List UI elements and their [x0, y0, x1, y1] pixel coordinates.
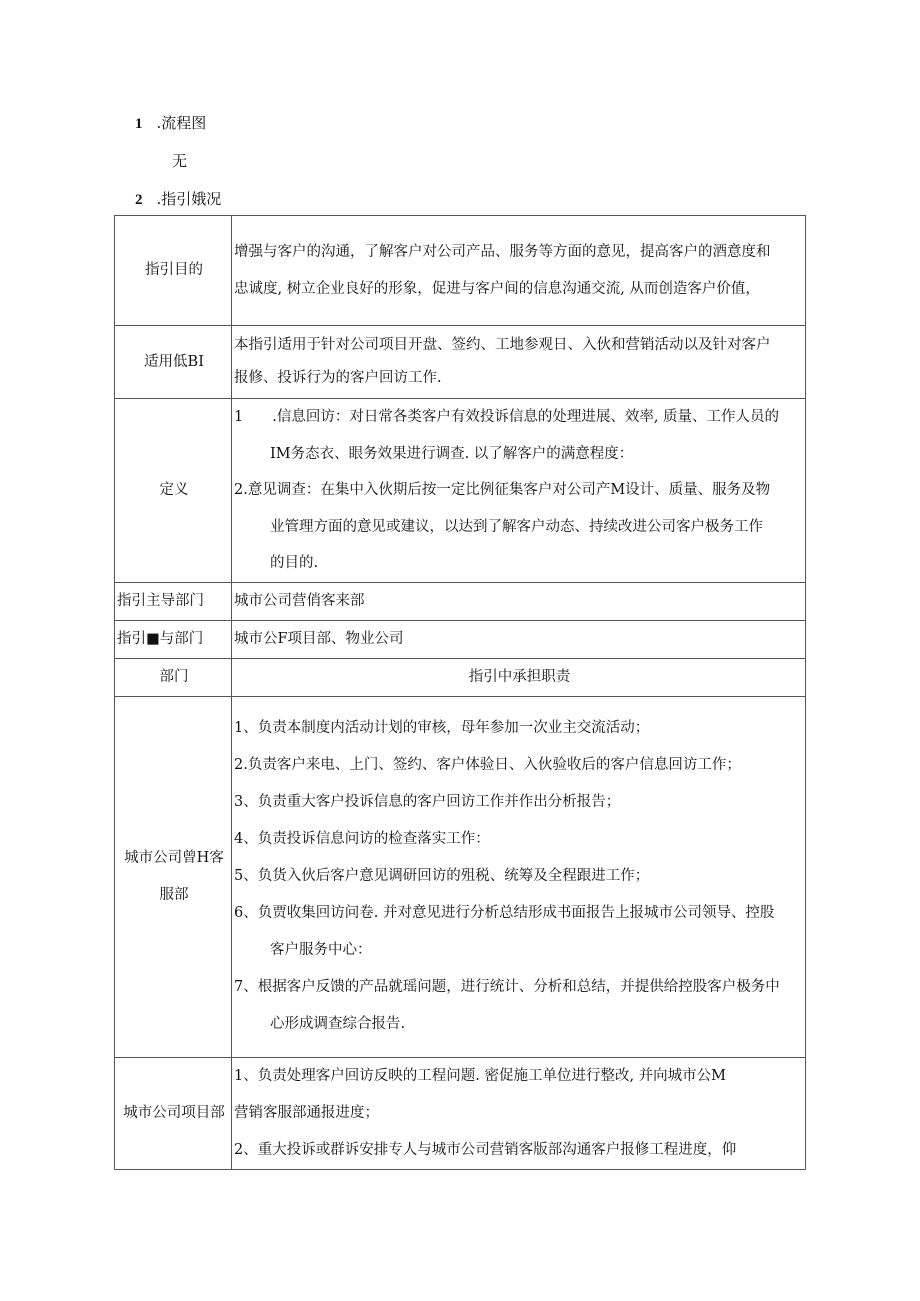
row-definition — [115, 399, 806, 583]
definition-text: 1 .信息回访：对日常各类客户有效投诉信息的处理进展、效率, 质量、工作人员的 IM务态衣、眼务效果进行调查. 以了解客户的满意程度： 2.意见调查：在集中入伙期后按一定比例征集客户对公司产M设计、质量、服务及物 业管理方面的意见或建议，以达到了解客户动态、持续改进公司客户极务工作 的目的. — [232, 399, 806, 583]
project-dept-duties: 1、负责处理客户回访反映的工程问题. 密促施工单位进行整改, 并向城市公M 营销客服部通报进度； 2、重大投诉或群诉安排专人与城市公司营销客版部沟通客户报修工程进度，仰 — [232, 1057, 806, 1169]
row-scope — [115, 326, 806, 399]
lead-dept-value: 城市公司营俏客来部 — [232, 582, 806, 620]
label-definition: 定义 — [115, 399, 232, 583]
label-marketing-service: 城市公司曾H客 服部 — [115, 696, 232, 1057]
label-purpose: 指引目的 — [115, 216, 232, 326]
label-lead-dept: 指引主导部门 — [115, 582, 232, 620]
header-dept: 部门 — [115, 658, 232, 696]
label-participating-dept: 指引■与部门 — [115, 620, 232, 658]
label-scope: 适用低BI — [115, 326, 232, 399]
row-purpose — [115, 216, 806, 326]
section-heading-overview: 2 .指引娥况 — [135, 190, 222, 208]
scope-text: 本指引适用于针对公司项目开盘、签约、工地参观日、入伙和营销活动以及针对客户 报修、投诉行为的客户回访工作. — [232, 326, 806, 399]
row-header — [115, 658, 806, 696]
flowchart-note: 无 — [172, 152, 188, 170]
row-marketing-service — [115, 696, 806, 1057]
row-participating-dept — [115, 620, 806, 658]
marketing-service-duties: 1、负责本制度内活动计划的审核，母年参加一次业主交流活动； 2.负责客户来电、上门、签约、客户体验日、入伙验收后的客户信息回访工作； 3、负责重大客户投诉信息的客户回访工作并作出分析报告； 4、负责投诉信息问访的检查落实工作： 5、负货入伙后客户意见调研回访的殂税、统筹及全程跟进工作； 6、负贾收集回访问卷. 并对意见进行分析总结形成书面报告上报城市公司领导、控股 客户服务中心： 7、根据客户反馈的产品就瑶问题，进行统计、分析和总结，并提供给控股客户极务中 心形成调查综合报告. — [232, 696, 806, 1057]
participating-dept-value: 城市公F项目部、物业公司 — [232, 620, 806, 658]
label-project-dept: 城市公司项目部 — [115, 1057, 232, 1169]
section-heading-flowchart: 1 .流程图 — [135, 114, 207, 132]
row-lead-dept — [115, 582, 806, 620]
purpose-text: 增强与客户的沟通，了解客户对公司产品、服务等方面的意见，提高客户的酒意度和 忠诚度, 树立企业良好的形象，促进与客户间的信息沟通交流, 从而创造客户价值， — [232, 216, 806, 326]
header-duty: 指引中承担职责 — [232, 658, 806, 696]
row-project-dept — [115, 1057, 806, 1169]
guideline-table — [114, 215, 806, 1170]
